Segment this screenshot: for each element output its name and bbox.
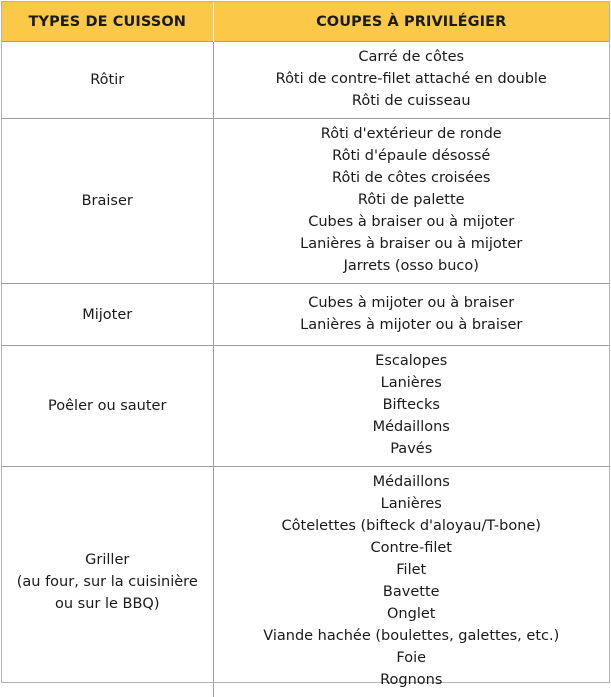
cut-item: Foie bbox=[214, 647, 610, 669]
cooking-type-cell bbox=[2, 119, 213, 284]
cut-item: Rôti de palette bbox=[214, 189, 610, 211]
cut-item: Médaillons bbox=[214, 416, 610, 438]
cut-item: Rôti de contre-filet attaché en double bbox=[214, 68, 610, 90]
cooking-cuts-table-container bbox=[1, 1, 610, 683]
cut-item: Rôti d'extérieur de ronde bbox=[214, 123, 610, 145]
header-cooking-types: TYPES DE CUISSON bbox=[2, 2, 213, 42]
cut-item: Jarrets (osso buco) bbox=[214, 255, 610, 277]
cut-item: Contre-filet bbox=[214, 537, 610, 559]
cooking-type-label: Rôtir bbox=[2, 69, 213, 91]
cooking-type-label: Griller bbox=[2, 549, 213, 571]
cut-item: Viande hachée (boulettes, galettes, etc.) bbox=[214, 625, 610, 647]
cut-item: Escalopes bbox=[214, 350, 610, 372]
cooking-type-cell bbox=[2, 42, 213, 119]
cooking-type-label: Poêler ou sauter bbox=[2, 395, 213, 417]
table-row bbox=[2, 346, 609, 467]
preferred-cuts-cell bbox=[213, 284, 609, 346]
cooking-cuts-table bbox=[2, 2, 609, 697]
cut-item: Bavette bbox=[214, 581, 610, 603]
cut-item: Lanières bbox=[214, 493, 610, 515]
preferred-cuts-cell bbox=[213, 467, 609, 697]
preferred-cuts-cell bbox=[213, 119, 609, 284]
preferred-cuts-cell bbox=[213, 42, 609, 119]
cooking-type-cell bbox=[2, 467, 213, 697]
cooking-type-label: Mijoter bbox=[2, 304, 213, 326]
table-row bbox=[2, 467, 609, 697]
cut-item: Médaillons bbox=[214, 471, 610, 493]
cut-item: Pavés bbox=[214, 438, 610, 460]
cooking-type-cell bbox=[2, 346, 213, 467]
cut-item: Rôti d'épaule désossé bbox=[214, 145, 610, 167]
table-row bbox=[2, 284, 609, 346]
cut-item: Rôti de cuisseau bbox=[214, 90, 610, 112]
cut-item: Côtelettes (bifteck d'aloyau/T-bone) bbox=[214, 515, 610, 537]
cut-item: Cubes à braiser ou à mijoter bbox=[214, 211, 610, 233]
cooking-type-cell bbox=[2, 284, 213, 346]
table-body bbox=[2, 42, 609, 697]
cut-item: Biftecks bbox=[214, 394, 610, 416]
preferred-cuts-cell bbox=[213, 346, 609, 467]
cut-item: Rôti de côtes croisées bbox=[214, 167, 610, 189]
cut-item: Lanières bbox=[214, 372, 610, 394]
cut-item: Onglet bbox=[214, 603, 610, 625]
cut-item: Filet bbox=[214, 559, 610, 581]
cut-item: Rognons bbox=[214, 669, 610, 691]
cooking-type-label: ou sur le BBQ) bbox=[2, 593, 213, 615]
header-preferred-cuts: COUPES À PRIVILÉGIER bbox=[213, 2, 609, 42]
cooking-type-label: Braiser bbox=[2, 190, 213, 212]
cut-item: Cubes à mijoter ou à braiser bbox=[214, 292, 610, 314]
cut-item: Carré de côtes bbox=[214, 46, 610, 68]
cut-item: Lanières à braiser ou à mijoter bbox=[214, 233, 610, 255]
cut-item: Lanières à mijoter ou à braiser bbox=[214, 314, 610, 336]
table-header-row bbox=[2, 2, 609, 42]
cooking-type-label: (au four, sur la cuisinière bbox=[2, 571, 213, 593]
table-row bbox=[2, 42, 609, 119]
table-row bbox=[2, 119, 609, 284]
